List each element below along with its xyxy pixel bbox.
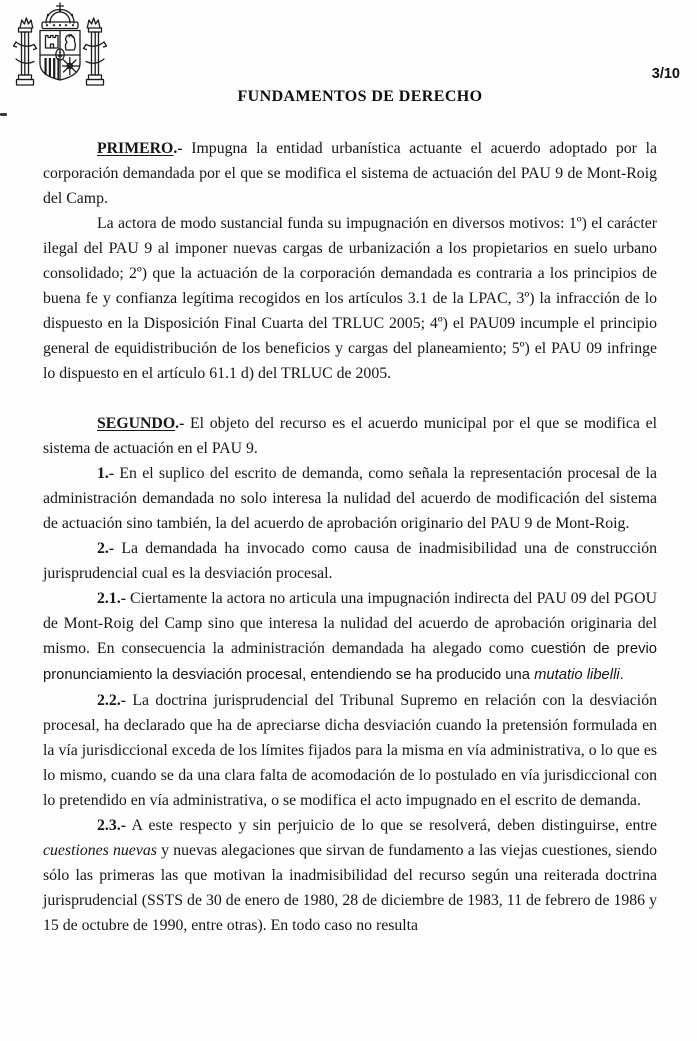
document-body [43,136,657,938]
page-title: FUNDAMENTOS DE DERECHO [237,88,483,105]
text-run: 2.1.- [97,590,126,607]
text-run: . [619,667,624,683]
text-run: 2.- [97,540,115,557]
paragraph-segundo-2-1 [43,586,657,688]
text-run: .- [175,415,191,432]
text-run: mutatio libelli [534,667,620,683]
scan-artifact-dash [0,113,7,116]
text-run: y nuevas alegaciones que sirvan de fundamento a las viejas cuestiones, siendo sólo las primeras las que motivan la inadmisibilidad del recurso según una reiterada doctrina jurisprudencial (SSTS de 30 de enero de 1980, 28 de diciembre de 1983, 11 de febrero de 1986 y 15 de octubre de 1990, entre otras). En todo caso no resulta [43,842,657,934]
text-run: cuestión de previo pronunciamiento la desviación procesal, entendiendo se ha producido una [43,641,657,683]
text-run: Impugna la entidad urbanística actuante el acuerdo adoptado por la corporación demandada por el que se modifica el sistema de actuación del PAU 9 de Mont-Roig del Camp. [43,140,657,207]
text-run: La actora de modo sustancial funda su impugnación en diversos motivos: 1º) el carácter ilegal del PAU 9 al imponer nuevas cargas de urbanización a los propietarios en suelo urbano consolidado; 2º) que la actuación de la corporación demandada es contraria a los principios de buena fe y confianza legítima recogidos en los artículos 3.1 de la LPAC, 3º) la infracción de lo dispuesto en la Disposición Final Cuarta del TRLUC 2005; 4º) el PAU09 incumple el principio general de equidistribución de los beneficios y cargas del planeamiento; 5º) el PAU 09 infringe lo dispuesto en el artículo 61.1 d) del TRLUC de 2005. [43,215,657,382]
paragraph-primero-motivos [43,211,657,386]
text-run: El objeto del recurso es el acuerdo municipal por el que se modifica el sistema de actuación en el PAU 9. [43,415,657,457]
text-run: PRIMERO [97,140,174,157]
text-run: La demandada ha invocado como causa de inadmisibilidad una de construcción jurisprudencial cual es la desviación procesal. [43,540,657,582]
text-run: A este respecto y sin perjuicio de lo que se resolverá, deben distinguirse, entre [125,817,657,834]
paragraph-segundo-2-3 [43,813,657,938]
text-run: 2.3.- [97,817,126,834]
text-run: SEGUNDO [97,415,176,432]
paragraph-segundo [43,411,657,461]
paragraph-segundo-2 [43,536,657,586]
text-run: En el suplico del escrito de demanda, como señala la representación procesal de la administración demandada no solo interesa la nulidad del acuerdo de modificación del sistema de actuación sino también, la del acuerdo de aprobación originario del PAU 9 de Mont-Roig. [43,465,657,532]
paragraph-primero [43,136,657,211]
text-run: cuestiones nuevas [43,842,157,859]
paragraph-segundo-2-2 [43,688,657,813]
text-run: 2.2.- [97,692,126,709]
coat-of-arms-icon [8,2,112,96]
text-run: 1.- [97,465,115,482]
page-number: 3/10 [651,66,680,82]
text-run: Ciertamente la actora no articula una impugnación indirecta del PAU 09 del PGOU de Mont-Roig del Camp sino que interesa la nulidad del acuerdo de aprobación originaria del mismo. En consecuencia la administración demandada ha alegado como [43,590,657,657]
text-run: .- [173,140,192,157]
paragraph-segundo-1 [43,461,657,536]
text-run: La doctrina jurisprudencial del Tribunal Supremo en relación con la desviación procesal, ha declarado que ha de apreciarse dicha desviación cuando la pretensión formulada en la vía jurisdiccional exceda de los límites fijados para la misma en vía administrativa, o lo que es lo mismo, cuando se da una clara falta de acomodación de lo postulado en vía jurisdiccional con lo pretendido en vía administrativa, o se modifica el acto impugnado en el escrito de demanda. [43,692,657,809]
